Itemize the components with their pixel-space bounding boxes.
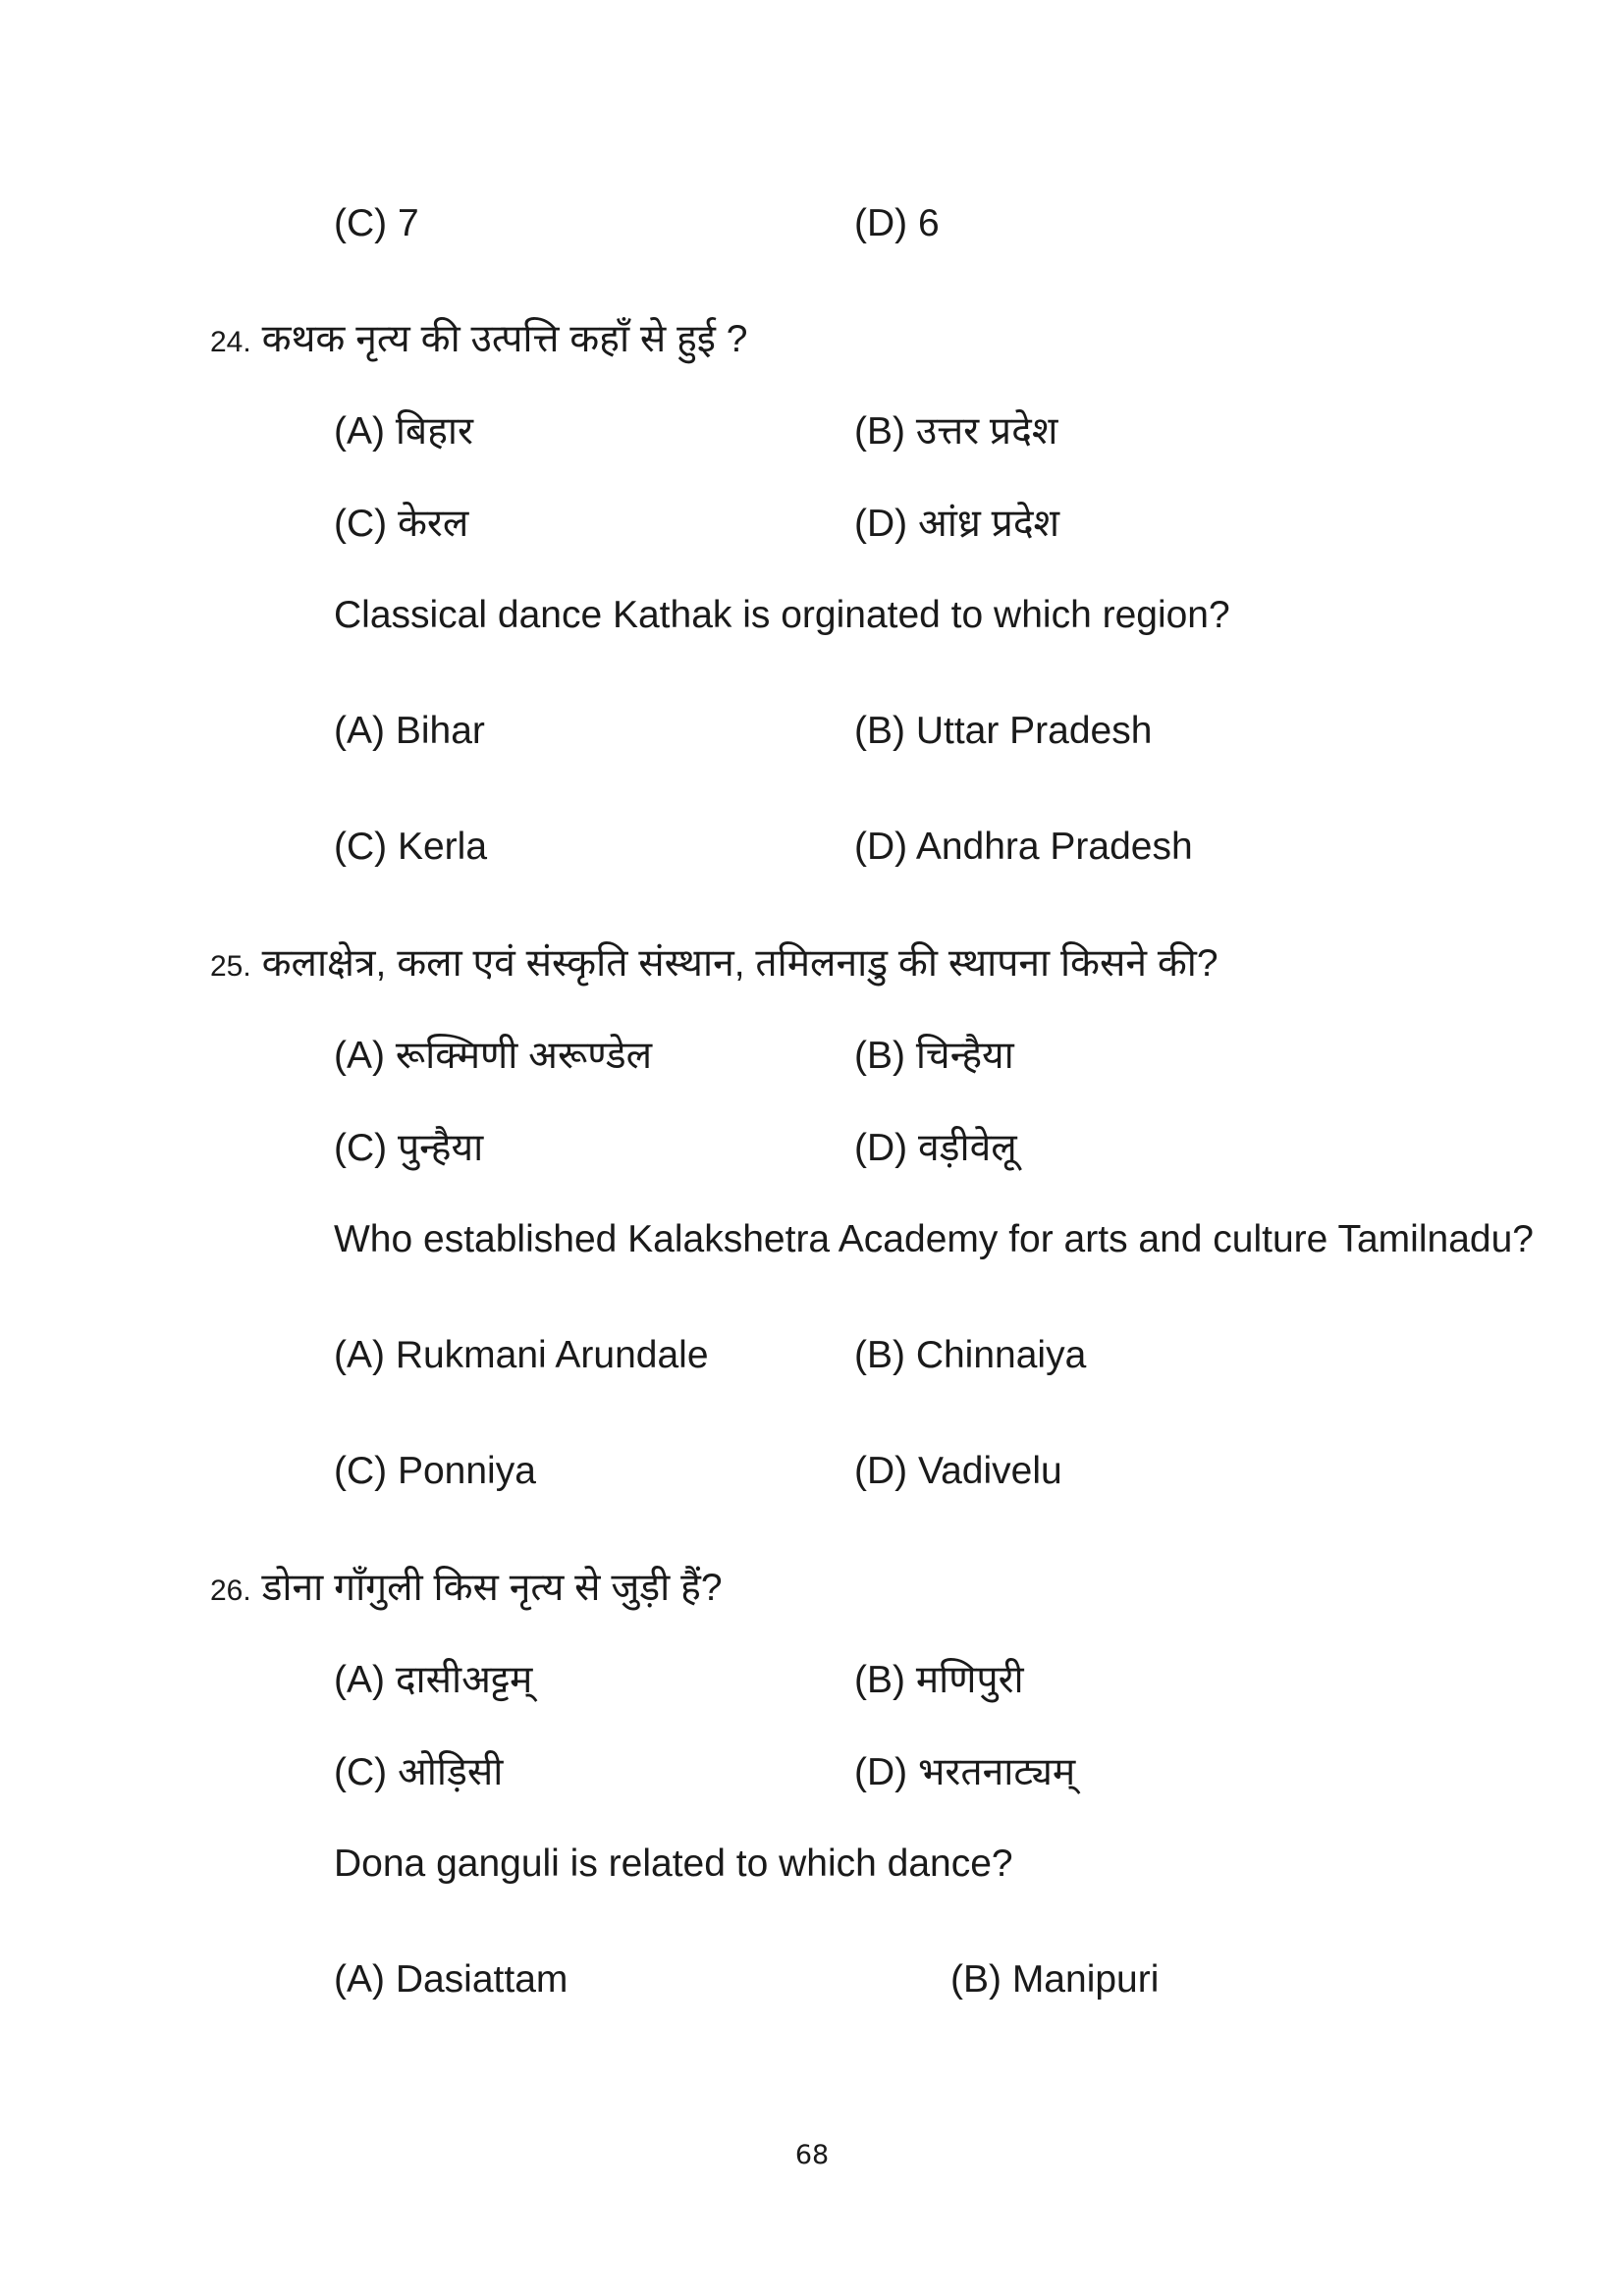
option-a: (A) Rukmani Arundale — [334, 1334, 709, 1376]
option-a: (A) बिहार — [334, 410, 473, 453]
option-a: (A) दासीअट्टम् — [334, 1659, 533, 1701]
option-d: (D) भरतनाट्यम् — [854, 1751, 1076, 1793]
question-24-hindi — [210, 320, 747, 358]
option-a: (A) Bihar — [334, 710, 485, 752]
question-text-hindi: डोना गाँगुली किस नृत्य से जुड़ी हैं? — [261, 1567, 723, 1609]
option-b: (B) Manipuri — [950, 1958, 1160, 2001]
question-number: 26. — [210, 1575, 251, 1607]
option-c: (C) Ponniya — [334, 1450, 536, 1492]
option-d: (D) Vadivelu — [854, 1450, 1062, 1492]
option-c: (C) ओड़िसी — [334, 1751, 504, 1793]
question-number: 24. — [210, 326, 251, 358]
option-a: (A) Dasiattam — [334, 1958, 568, 2001]
option-b: (B) Uttar Pradesh — [854, 710, 1153, 752]
option-d: (D) Andhra Pradesh — [854, 826, 1193, 868]
question-text-english: Classical dance Kathak is orginated to which region? — [334, 594, 1230, 636]
option-d: (D) 6 — [854, 202, 940, 244]
option-c: (C) पुन्हैया — [334, 1127, 484, 1169]
option-d: (D) वड़ीवेलू — [854, 1127, 1017, 1169]
option-b: (B) उत्तर प्रदेश — [854, 410, 1058, 453]
question-text-hindi: कलाक्षेत्र, कला एवं संस्कृति संस्थान, तमिलनाडु की स्थापना किसने की? — [261, 942, 1218, 985]
question-text-english: Dona ganguli is related to which dance? — [334, 1842, 1013, 1885]
question-number: 25. — [210, 950, 251, 983]
option-b: (B) मणिपुरी — [854, 1659, 1024, 1701]
page-number: 68 — [794, 2140, 830, 2170]
question-25-hindi — [210, 944, 1218, 983]
option-c: (C) केरल — [334, 503, 469, 545]
question-26-hindi — [210, 1569, 723, 1607]
question-text-hindi: कथक नृत्य की उत्पत्ति कहाँ से हुई ? — [261, 318, 748, 360]
option-d: (D) आंध्र प्रदेश — [854, 503, 1060, 545]
option-a: (A) रूक्मिणी अरूण्डेल — [334, 1035, 653, 1077]
question-text-english: Who established Kalakshetra Academy for arts and culture Tamilnadu? — [334, 1218, 1534, 1260]
option-c: (C) Kerla — [334, 826, 488, 868]
option-c: (C) 7 — [334, 202, 419, 244]
option-b: (B) Chinnaiya — [854, 1334, 1087, 1376]
option-b: (B) चिन्हैया — [854, 1035, 1014, 1077]
